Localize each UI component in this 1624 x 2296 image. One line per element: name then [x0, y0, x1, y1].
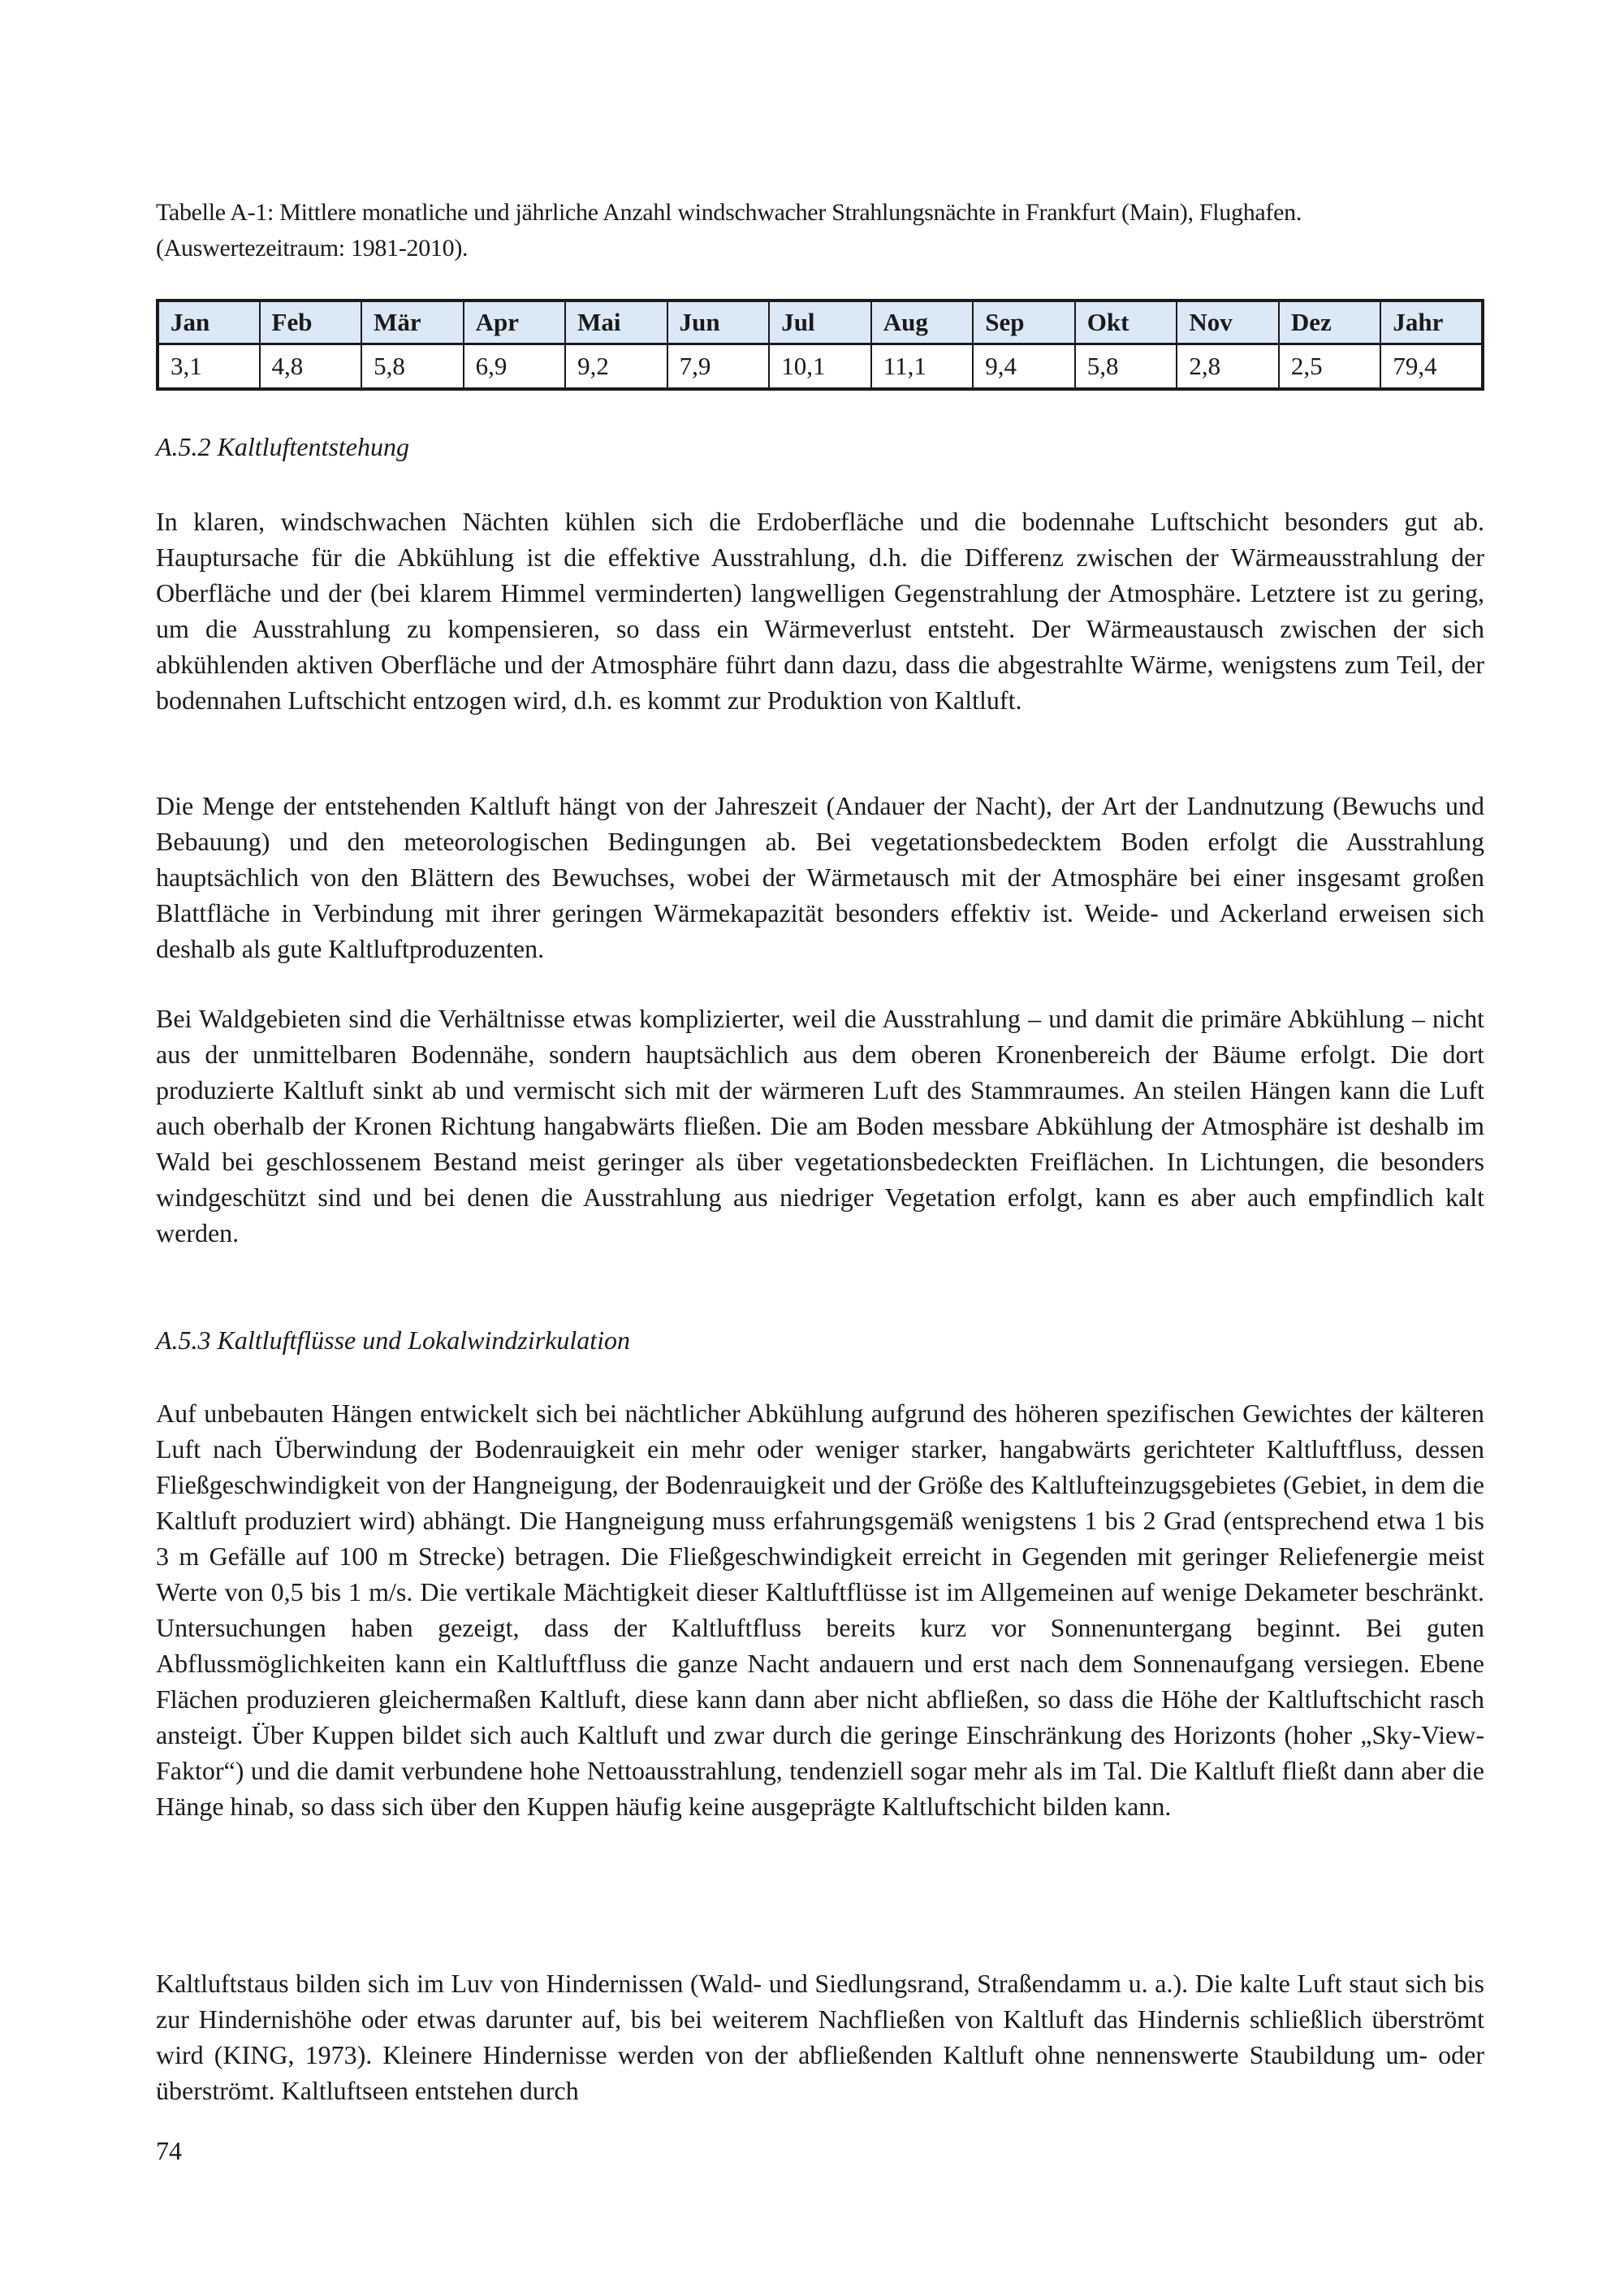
- table-header-cell: Apr: [464, 301, 566, 344]
- table-header-row: [158, 301, 1483, 344]
- section-heading-kaltluftentstehung: A.5.2 Kaltluftentstehung: [156, 432, 409, 461]
- table-value-cell: 11,1: [871, 344, 974, 390]
- paragraph: Auf unbebauten Hängen entwickelt sich bei nächtlicher Abkühlung aufgrund des höheren spezifischen Gewichtes der kälteren Luft nach Überwindung der Bodenrauigkeit ein mehr oder weniger starker, hangabwärts gerichteter Kaltluftfluss, dessen Fließgeschwindigkeit von der Hangneigung, der Bodenrauigkeit und der Größe des Kaltlufteinzugsgebietes (Gebiet, in dem die Kaltluft produziert wird) abhängt. Die Hangneigung muss erfahrungsgemäß wenigstens 1 bis 2 Grad (entsprechend etwa 1 bis 3 m Gefälle auf 100 m Strecke) betragen. Die Fließgeschwindigkeit erreicht in Gegenden mit geringer Reliefenergie meist Werte von 0,5 bis 1 m/s. Die vertikale Mächtigkeit dieser Kaltluftflüsse ist im Allgemeinen auf wenige Dekameter beschränkt. Untersuchungen haben gezeigt, dass der Kaltluftfluss bereits kurz vor Sonnenuntergang beginnt. Bei guten Abflussmöglichkeiten kann ein Kaltluftfluss die ganze Nacht andauern und erst nach dem Sonnenaufgang versiegen. Ebene Flächen produzieren gleichermaßen Kaltluft, diese kann dann aber nicht abfließen, so dass die Höhe der Kaltluftschicht rasch ansteigt. Über Kuppen bildet sich auch Kaltluft und zwar durch die geringe Einschränkung des Horizonts (hoher „Sky-View-Faktor“) und die damit verbundene hohe Nettoausstrahlung, tendenziell sogar mehr als im Tal. Die Kaltluft fließt dann aber die Hänge hinab, so dass sich über den Kuppen häufig keine ausgeprägte Kaltluftschicht bilden kann.: [156, 1399, 1484, 1821]
- table-value-cell: 79,4: [1380, 344, 1483, 390]
- table-header-cell: Okt: [1075, 301, 1177, 344]
- table-value-cell: 5,8: [1075, 344, 1177, 390]
- table-header-cell: Sep: [973, 301, 1075, 344]
- table-header-cell: Nov: [1177, 301, 1279, 344]
- table-value-cell: 5,8: [361, 344, 464, 390]
- table-header-cell: Dez: [1279, 301, 1381, 344]
- table-header-cell: Mai: [565, 301, 667, 344]
- table-value-row: [158, 344, 1483, 390]
- section-heading-kaltluftfluesse: A.5.3 Kaltluftflüsse und Lokalwindzirkulation: [156, 1325, 631, 1355]
- table-value-cell: 6,9: [464, 344, 566, 390]
- table-header-cell: Jahr: [1380, 301, 1483, 344]
- table-header-cell: Jul: [769, 301, 871, 344]
- paragraph: Die Menge der entstehenden Kaltluft hängt von der Jahreszeit (Andauer der Nacht), der Art der Landnutzung (Bewuchs und Bebauung) und den meteorologischen Bedingungen ab. Bei vegetationsbedecktem Boden erfolgt die Ausstrahlung hauptsächlich von den Blättern des Bewuchses, wobei der Wärmetausch mit der Atmosphäre bei einer insgesamt großen Blattfläche in Verbindung mit ihrer geringen Wärmekapazität besonders effektiv ist. Weide- und Ackerland erweisen sich deshalb als gute Kaltluftproduzenten.: [156, 791, 1484, 963]
- table-value-cell: 10,1: [769, 344, 871, 390]
- table-header-cell: Jun: [667, 301, 770, 344]
- table-header-cell: Feb: [260, 301, 362, 344]
- table-header-cell: Aug: [871, 301, 974, 344]
- table-caption-line-2: (Auswertezeitraum: 1981-2010).: [156, 235, 469, 262]
- table-value-cell: 9,4: [973, 344, 1075, 390]
- table-caption: [156, 195, 1488, 266]
- table-value-cell: 2,5: [1279, 344, 1381, 390]
- paragraph: Kaltluftstaus bilden sich im Luv von Hindernissen (Wald- und Siedlungsrand, Straßendamm u. a.). Die kalte Luft staut sich bis zur Hindernishöhe oder etwas darunter auf, bis bei weiterem Nachfließen von Kaltluft das Hindernis schließlich überströmt wird (KING, 1973). Kleinere Hindernisse werden von der abfließenden Kaltluft ohne nennenswerte Staubildung um- oder überströmt. Kaltluftseen entstehen durch: [156, 1969, 1484, 2105]
- table-value-cell: 2,8: [1177, 344, 1279, 390]
- table-header-cell: Mär: [361, 301, 464, 344]
- paragraph: In klaren, windschwachen Nächten kühlen sich die Erdoberfläche und die bodennahe Luftschicht besonders gut ab. Hauptursache für die Abkühlung ist die effektive Ausstrahlung, d.h. die Differenz zwischen der Wärmeausstrahlung der Oberfläche und der (bei klarem Himmel verminderten) langwelligen Gegenstrahlung der Atmosphäre. Letztere ist zu gering, um die Ausstrahlung zu kompensieren, so dass ein Wärmeverlust entsteht. Der Wärmeaustausch zwischen der sich abkühlenden aktiven Oberfläche und der Atmosphäre führt dann dazu, dass die abgestrahlte Wärme, wenigstens zum Teil, der bodennahen Luftschicht entzogen wird, d.h. es kommt zur Produktion von Kaltluft.: [156, 507, 1484, 715]
- table-value-cell: 9,2: [565, 344, 667, 390]
- table-value-cell: 4,8: [260, 344, 362, 390]
- table-header-cell: Jan: [158, 301, 260, 344]
- table-caption-line-1: Tabelle A-1: Mittlere monatliche und jährliche Anzahl windschwacher Strahlungsnächte in Frankfurt (Main), Flughafen.: [156, 199, 1302, 226]
- table-value-cell: 3,1: [158, 344, 260, 390]
- paragraph: Bei Waldgebieten sind die Verhältnisse etwas komplizierter, weil die Ausstrahlung – und damit die primäre Abkühlung – nicht aus der unmittelbaren Bodennähe, sondern hauptsächlich aus dem oberen Kronenbereich der Bäume erfolgt. Die dort produzierte Kaltluft sinkt ab und vermischt sich mit der wärmeren Luft des Stammraumes. An steilen Hängen kann die Luft auch oberhalb der Kronen Richtung hangabwärts fließen. Die am Boden messbare Abkühlung der Atmosphäre ist deshalb im Wald bei geschlossenem Bestand meist geringer als über vegetationsbedeckten Freiflächen. In Lichtungen, die besonders windgeschützt sind und bei denen die Ausstrahlung aus niedriger Vegetation erfolgt, kann es aber auch empfindlich kalt werden.: [156, 1004, 1484, 1247]
- page-number: 74: [156, 2136, 182, 2165]
- monthly-nights-table: [156, 299, 1484, 391]
- table-value-cell: 7,9: [667, 344, 770, 390]
